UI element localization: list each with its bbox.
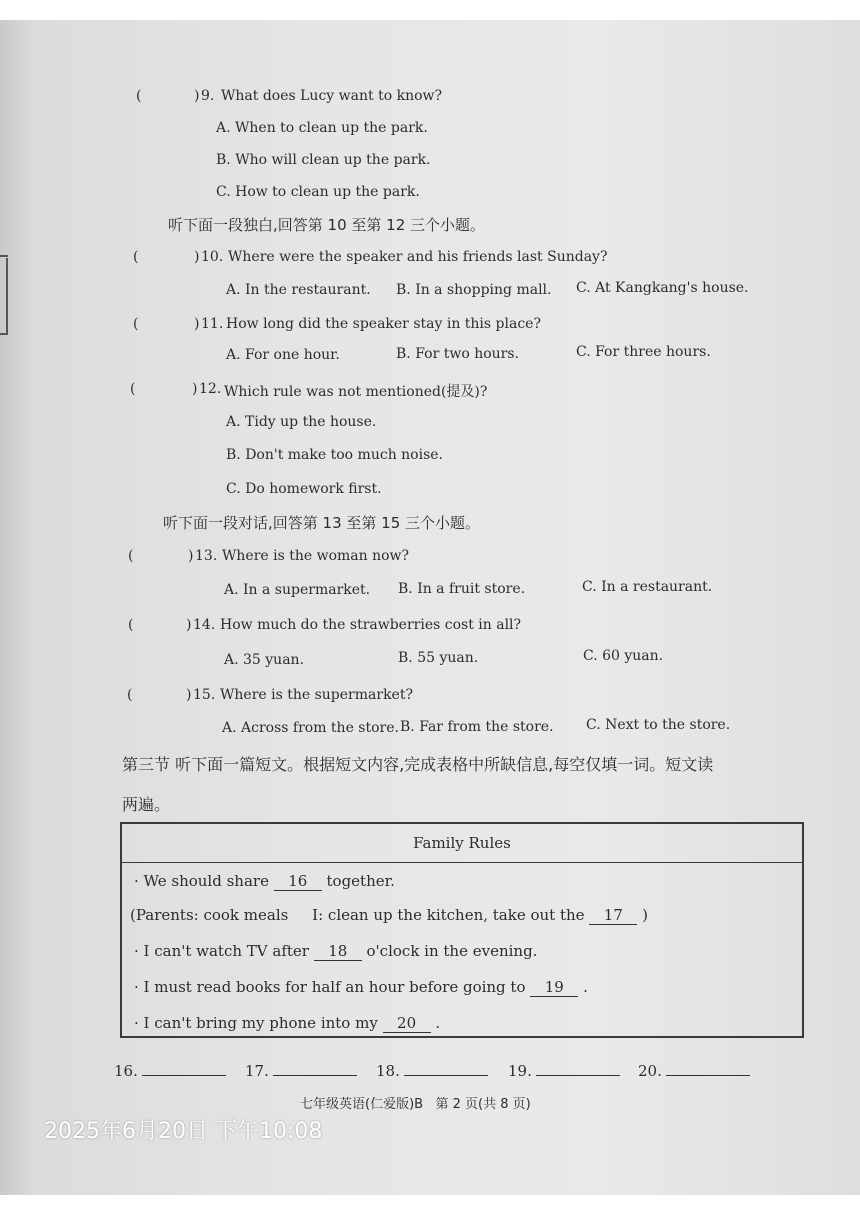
answer-line[interactable] bbox=[666, 1075, 750, 1076]
rule-text: . bbox=[435, 1014, 441, 1032]
option-a: A. In a supermarket. bbox=[224, 582, 371, 598]
page-footer: 七年级英语(仁爱版)B 第 2 页(共 8 页) bbox=[300, 1097, 531, 1112]
question-number: 14. bbox=[193, 617, 216, 633]
rule-text: ) bbox=[642, 906, 648, 924]
answer-17[interactable] bbox=[245, 1062, 357, 1080]
question-text: Which rule was not mentioned(提及)? bbox=[224, 384, 488, 400]
answer-20[interactable] bbox=[638, 1062, 750, 1080]
answer-label: 20. bbox=[638, 1062, 662, 1080]
question-number: 12. bbox=[199, 381, 222, 397]
rule-text: · We should share bbox=[134, 872, 269, 890]
answer-paren-open[interactable]: ( bbox=[133, 249, 139, 265]
rule-row-1 bbox=[134, 872, 395, 891]
option-b: B. 55 yuan. bbox=[398, 650, 479, 666]
answer-paren-close: ) bbox=[192, 381, 198, 397]
answer-paren-close: ) bbox=[194, 316, 200, 332]
question-text: How much do the strawberries cost in all? bbox=[220, 617, 522, 633]
option-c: C. For three hours. bbox=[576, 344, 711, 360]
option-c: C. 60 yuan. bbox=[583, 648, 664, 664]
question-text: Where is the woman now? bbox=[222, 548, 410, 564]
question-text: What does Lucy want to know? bbox=[221, 88, 442, 104]
option-a: A. 35 yuan. bbox=[224, 652, 305, 668]
answer-paren-close: ) bbox=[194, 88, 200, 104]
rule-text: · I can't watch TV after bbox=[134, 942, 309, 960]
answer-paren-open[interactable]: ( bbox=[133, 316, 139, 332]
question-text: How long did the speaker stay in this place? bbox=[226, 316, 541, 332]
answer-paren-open[interactable]: ( bbox=[127, 687, 133, 703]
option-c: C. How to clean up the park. bbox=[216, 184, 420, 200]
option-b: B. Don't make too much noise. bbox=[226, 447, 443, 463]
question-number: 10. bbox=[201, 249, 224, 265]
rule-text: · I must read books for half an hour before going to bbox=[134, 978, 526, 996]
option-b: B. In a shopping mall. bbox=[396, 282, 552, 298]
answer-18[interactable] bbox=[376, 1062, 488, 1080]
option-a: A. For one hour. bbox=[226, 347, 340, 363]
answer-label: 16. bbox=[114, 1062, 138, 1080]
answer-paren-open[interactable]: ( bbox=[136, 88, 142, 104]
answer-line[interactable] bbox=[536, 1075, 620, 1076]
answer-line[interactable] bbox=[142, 1075, 226, 1076]
option-a: A. When to clean up the park. bbox=[216, 120, 428, 136]
question-text: Where were the speaker and his friends last Sunday? bbox=[228, 249, 608, 265]
option-c: C. Do homework first. bbox=[226, 481, 382, 497]
option-c: C. At Kangkang's house. bbox=[576, 280, 749, 296]
answer-label: 17. bbox=[245, 1062, 269, 1080]
question-number: 13. bbox=[195, 548, 218, 564]
rule-text: together. bbox=[326, 872, 395, 890]
option-b: B. In a fruit store. bbox=[398, 581, 526, 597]
option-b: B. Who will clean up the park. bbox=[216, 152, 431, 168]
rule-row-2 bbox=[130, 906, 648, 925]
blank-18[interactable]: 18 bbox=[314, 942, 362, 961]
section3-instruction: 第三节 听下面一篇短文。根据短文内容,完成表格中所缺信息,每空仅填一词。短文读 bbox=[122, 755, 714, 774]
option-a: A. In the restaurant. bbox=[226, 282, 371, 298]
answer-16[interactable] bbox=[114, 1062, 226, 1080]
left-edge-mark bbox=[0, 255, 8, 257]
rule-row-3 bbox=[134, 942, 537, 961]
rule-text: . bbox=[583, 978, 588, 996]
answer-line[interactable] bbox=[273, 1075, 357, 1076]
answer-paren-open[interactable]: ( bbox=[130, 381, 136, 397]
rule-text: (Parents: cook meals I: clean up the kitchen, take out the bbox=[130, 906, 585, 924]
answer-paren-close: ) bbox=[186, 617, 192, 633]
answer-paren-close: ) bbox=[188, 548, 194, 564]
answer-paren-open[interactable]: ( bbox=[128, 548, 134, 564]
option-b: B. Far from the store. bbox=[400, 719, 554, 735]
option-a: A. Tidy up the house. bbox=[226, 414, 377, 430]
option-c: C. Next to the store. bbox=[586, 717, 731, 733]
question-text: Where is the supermarket? bbox=[220, 687, 413, 703]
family-rules-table bbox=[120, 822, 804, 1038]
question-number: 15. bbox=[193, 687, 216, 703]
blank-20[interactable]: 20 bbox=[383, 1014, 431, 1033]
option-a: A. Across from the store. bbox=[222, 720, 399, 736]
blank-16[interactable]: 16 bbox=[274, 872, 322, 891]
rule-text: o'clock in the evening. bbox=[366, 942, 538, 960]
answer-19[interactable] bbox=[508, 1062, 620, 1080]
section3-instruction-cont: 两遍。 bbox=[122, 795, 171, 814]
section-intro-monologue: 听下面一段独白,回答第 10 至第 12 三个小题。 bbox=[168, 216, 486, 234]
section-intro-dialogue: 听下面一段对话,回答第 13 至第 15 三个小题。 bbox=[163, 514, 481, 532]
answer-paren-close: ) bbox=[194, 249, 200, 265]
option-b: B. For two hours. bbox=[396, 346, 519, 362]
rule-row-4 bbox=[134, 978, 588, 997]
answer-paren-open[interactable]: ( bbox=[128, 617, 134, 633]
question-number: 11. bbox=[201, 316, 224, 332]
table-title: Family Rules bbox=[122, 824, 802, 863]
answer-label: 18. bbox=[376, 1062, 400, 1080]
left-edge-mark bbox=[6, 258, 8, 334]
rule-text: · I can't bring my phone into my bbox=[134, 1014, 378, 1032]
answer-line[interactable] bbox=[404, 1075, 488, 1076]
answer-label: 19. bbox=[508, 1062, 532, 1080]
answer-paren-close: ) bbox=[186, 687, 192, 703]
blank-19[interactable]: 19 bbox=[530, 978, 578, 997]
blank-17[interactable]: 17 bbox=[589, 906, 637, 925]
question-number: 9. bbox=[201, 88, 215, 104]
option-c: C. In a restaurant. bbox=[582, 579, 713, 595]
rule-row-5 bbox=[134, 1014, 440, 1033]
photo-timestamp: 2025年6月20日 下午10:08 bbox=[44, 1119, 323, 1144]
